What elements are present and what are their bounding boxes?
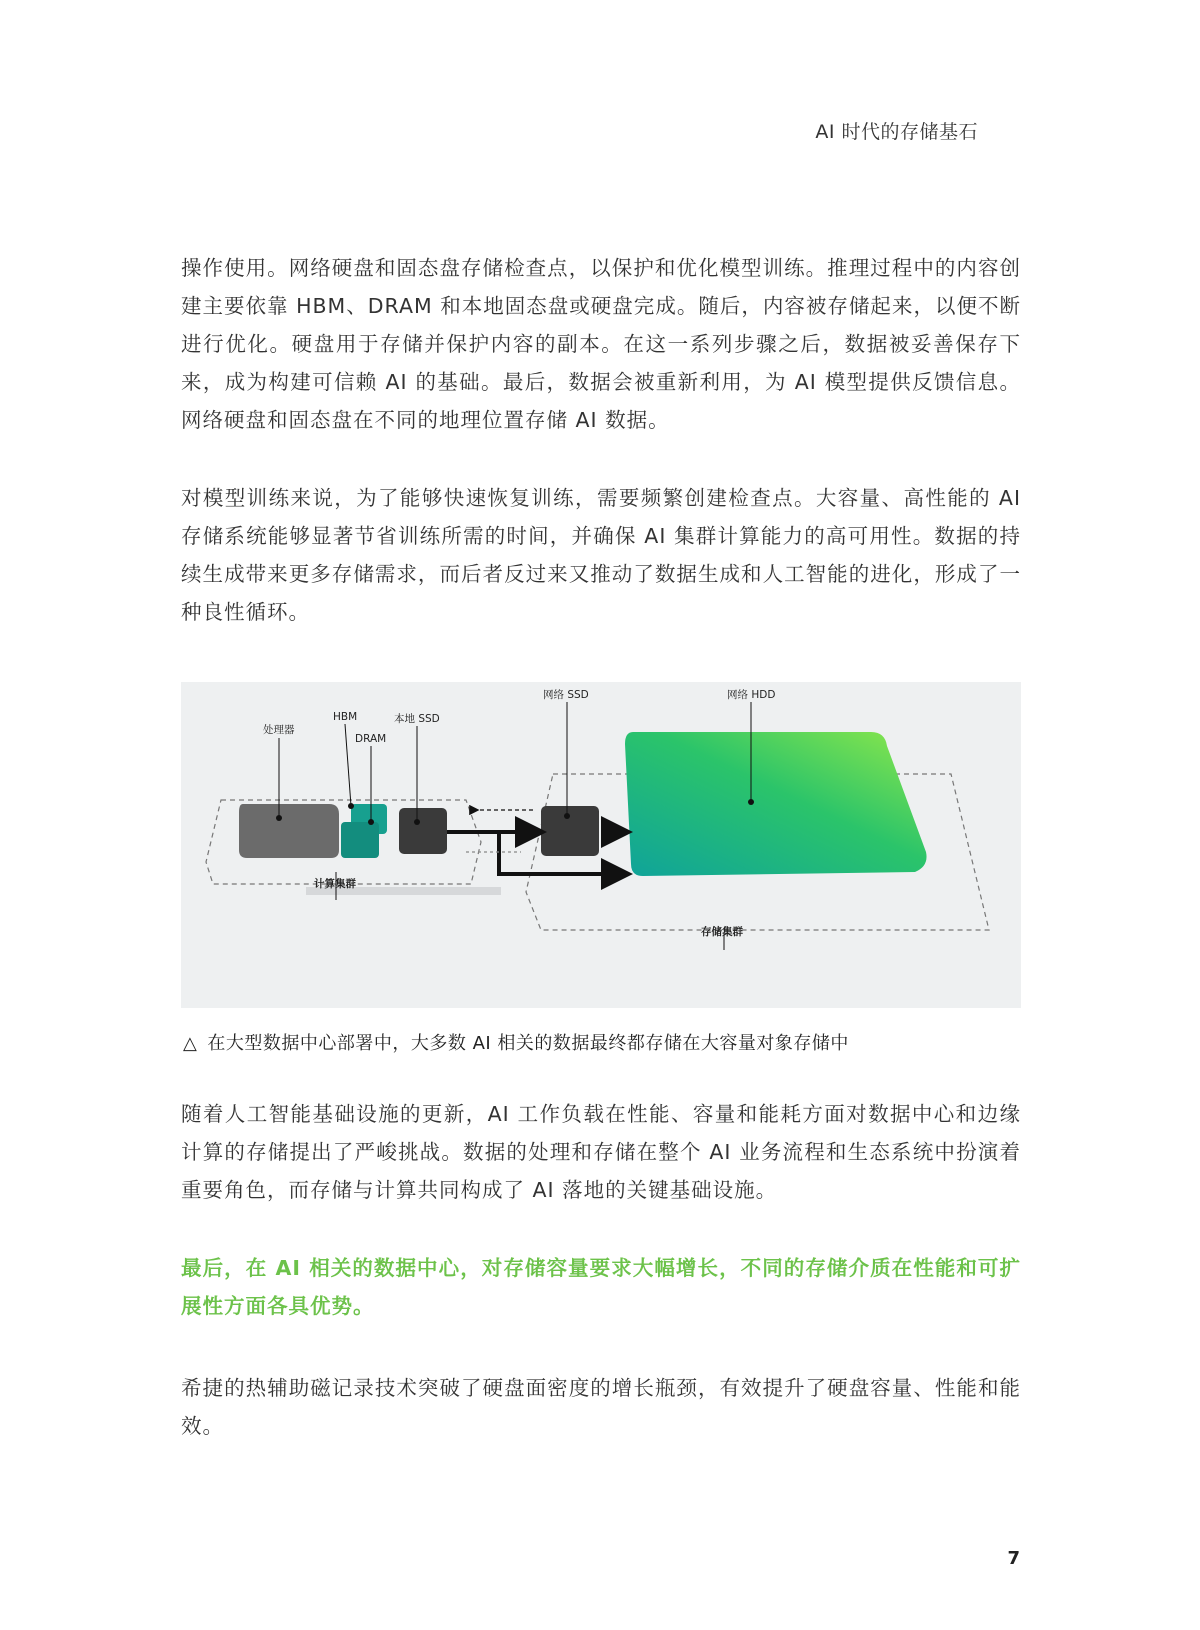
body-paragraph-5: 希捷的热辅助磁记录技术突破了硬盘面密度的增长瓶颈，有效提升了硬盘容量、性能和能效。 [181,1376,1021,1438]
diagram-graphic [181,682,1021,1008]
hbm-label: HBM [333,711,358,723]
processor-block [239,804,339,858]
body-paragraph-2: 对模型训练来说，为了能够快速恢复训练，需要频繁创建检查点。大容量、高性能的 AI 存储系统能够显著节省训练所需的时间，并确保 AI 集群计算能力的高可用性。数据的持续生成带来更多存储需求，而后者反过来又推动了数据生成和人工智能的进化，形成了一种良性循环。 [181,486,1021,624]
triangle-outline-icon: △ [183,1033,198,1054]
local-ssd-label: 本地 SSD [394,713,440,725]
dram-label: DRAM [355,733,387,745]
storage-architecture-diagram [181,682,1021,1008]
dram-block [341,822,379,858]
highlight-paragraph: 最后，在 AI 相关的数据中心，对存储容量要求大幅增长，不同的存储介质在性能和可扩展性方面各具优势。 [181,1256,1021,1318]
network-hdd-label: 网络 HDD [727,689,776,701]
page-number: 7 [1007,1548,1020,1569]
network-ssd-block [541,806,599,856]
storage-cluster-label: 存储集群 [701,926,743,938]
local-ssd-block [399,808,447,854]
body-paragraph-1: 操作使用。网络硬盘和固态盘存储检查点，以保护和优化模型训练。推理过程中的内容创建主要依靠 HBM、DRAM 和本地固态盘或硬盘完成。随后，内容被存储起来，以便不断进行优化。硬盘用于存储并保护内容的副本。在这一系列步骤之后，数据被妥善保存下来，成为构建可信赖 AI 的基础。最后，数据会被重新利用，为 AI 模型提供反馈信息。网络硬盘和固态盘在不同的地理位置存储 AI 数据。 [181,256,1021,432]
network-ssd-label: 网络 SSD [543,689,589,701]
figure-caption [183,1029,849,1055]
compute-cluster-label: 计算集群 [314,878,356,890]
figure-caption-text: 在大型数据中心部署中，大多数 AI 相关的数据最终都存储在大容量对象存储中 [207,1033,849,1054]
processor-label: 处理器 [263,724,295,736]
body-paragraph-3: 随着人工智能基础设施的更新，AI 工作负载在性能、容量和能耗方面对数据中心和边缘计算的存储提出了严峻挑战。数据的处理和存储在整个 AI 业务流程和生态系统中扮演着重要角色，而存储与计算共同构成了 AI 落地的关键基础设施。 [181,1102,1021,1202]
running-header: AI 时代的存储基石 [815,121,978,143]
network-hdd-block [625,732,927,876]
